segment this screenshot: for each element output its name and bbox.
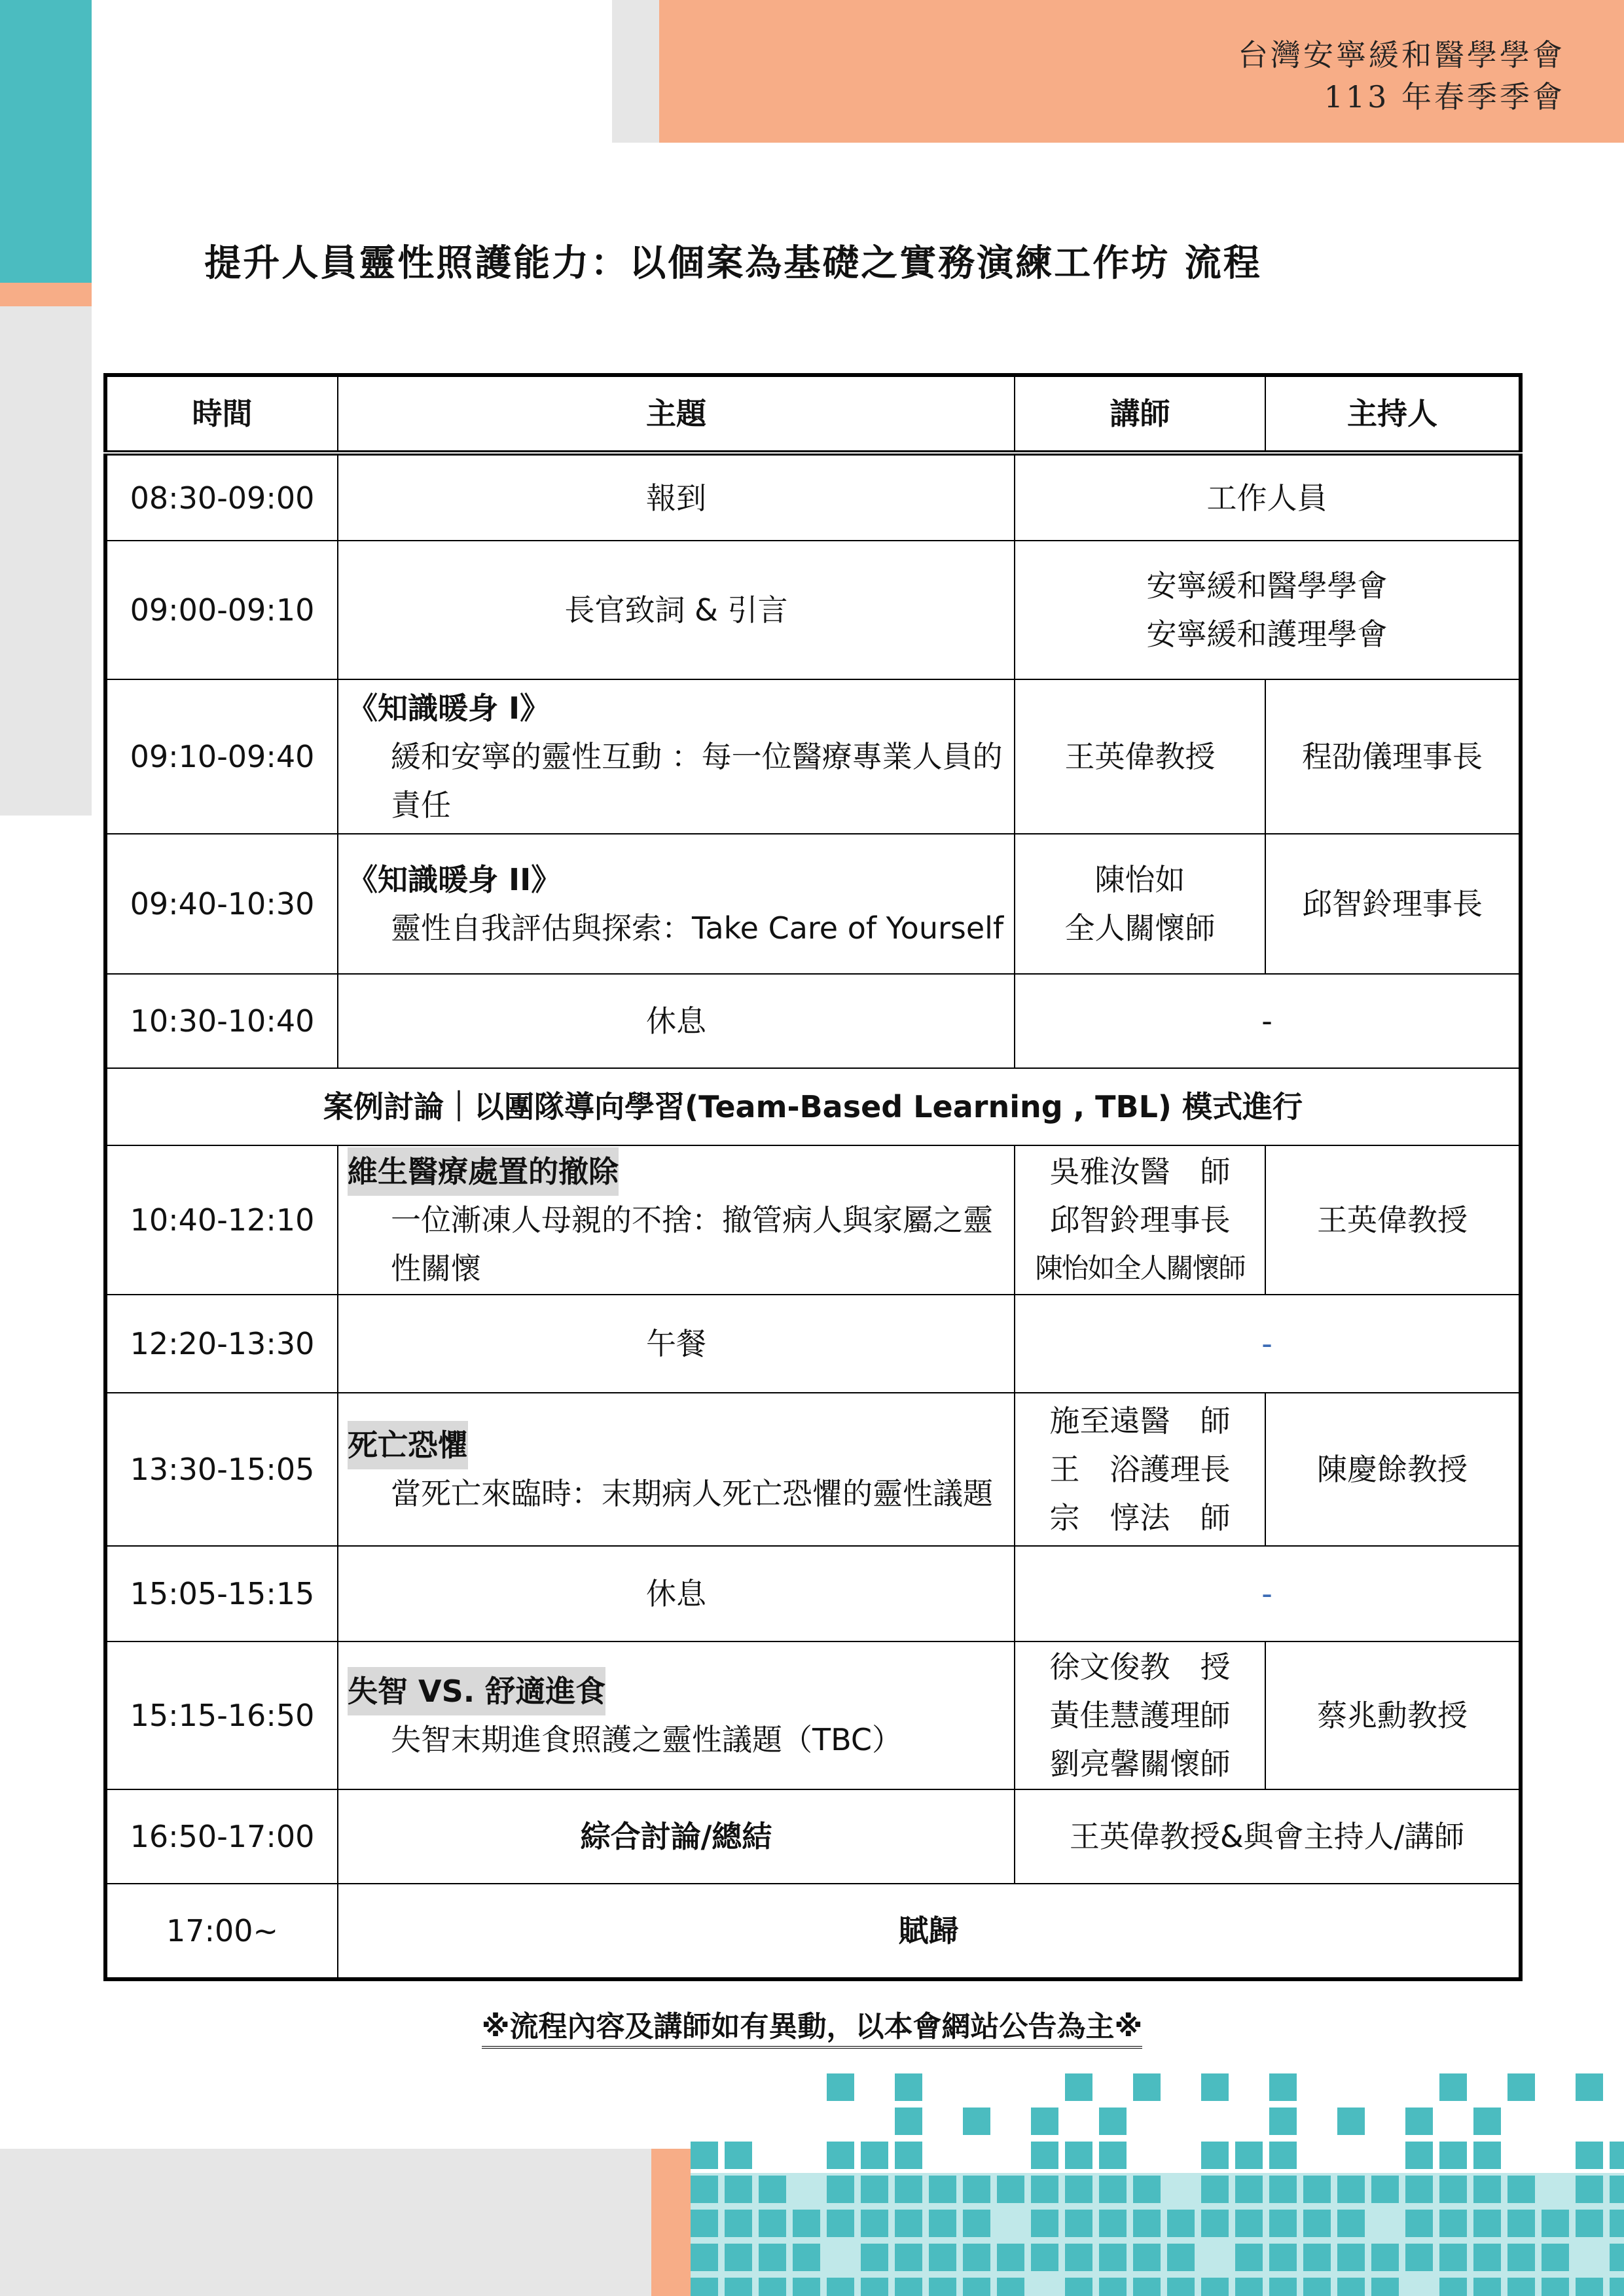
table-row [105, 1546, 1521, 1641]
speaker-line: 全人關懷師 [1064, 910, 1216, 946]
pixel-tile [759, 2176, 786, 2203]
pixel-tile [1201, 2278, 1229, 2296]
table-row [105, 1145, 1521, 1295]
footnote-text: ※流程內容及講師如有異動，以本會網站公告為主※ [482, 2010, 1143, 2049]
pixel-tile [895, 2244, 922, 2271]
pixel-tile [1542, 2244, 1569, 2271]
pixel-tile [827, 2278, 854, 2296]
people-cell [1015, 541, 1521, 679]
pixel-tile [793, 2278, 820, 2296]
topic-cell: 綜合討論/總結 [338, 1789, 1015, 1884]
gray-decor-bar [0, 306, 92, 816]
pixel-tile [963, 2176, 990, 2203]
topic-title: 死亡恐懼 [348, 1421, 468, 1469]
table-row [105, 1884, 1521, 1979]
pixel-tile [1576, 2210, 1603, 2237]
topic-cell: 賦歸 [338, 1884, 1521, 1979]
topic-cell [338, 1145, 1015, 1295]
table-row [105, 453, 1521, 541]
time-cell: 10:30-10:40 [105, 974, 338, 1068]
speaker-cell: 王英偉教授 [1015, 679, 1265, 834]
pixel-tile [1235, 2142, 1263, 2169]
people-line: 安寧緩和醫學學會 [1146, 568, 1388, 603]
pixel-tile [1201, 2176, 1229, 2203]
pixel-tile [929, 2244, 956, 2271]
topic-subtitle: 靈性自我評估與探索：Take Care of Yourself [391, 910, 1004, 946]
pixel-tile [1507, 2073, 1535, 2101]
time-cell: 15:15-16:50 [105, 1641, 338, 1789]
topic-cell [338, 679, 1015, 834]
pixel-tile [1303, 2244, 1331, 2271]
pixel-tile [1507, 2278, 1535, 2296]
pixel-tile [1473, 2176, 1501, 2203]
pixel-tile [1371, 2278, 1399, 2296]
time-cell: 09:40-10:30 [105, 834, 338, 974]
topic-cell: 報到 [338, 453, 1015, 541]
pixel-tile [963, 2108, 990, 2135]
pixel-tile [759, 2244, 786, 2271]
pixel-tile [1371, 2176, 1399, 2203]
speaker-cell [1015, 1641, 1265, 1789]
topic-subtitle: 一位漸凍人母親的不捨：撤管病人與家屬之靈性關懷 [391, 1202, 993, 1286]
pixel-tile [1473, 2278, 1501, 2296]
speaker-cell [1015, 834, 1265, 974]
host-cell: 邱智鈴理事長 [1265, 834, 1521, 974]
pixel-tile [1439, 2142, 1467, 2169]
gray-decor-block [612, 0, 659, 143]
pixel-tile [1133, 2073, 1161, 2101]
table-row [105, 1295, 1521, 1393]
footer-salmon-strip [651, 2149, 691, 2296]
pixel-tile [1099, 2142, 1127, 2169]
table-row [105, 974, 1521, 1068]
pixel-tile [1031, 2108, 1058, 2135]
pixel-tile [1303, 2278, 1331, 2296]
pixel-tile [895, 2142, 922, 2169]
speaker-cell [1015, 1393, 1265, 1546]
pixel-tile [793, 2244, 820, 2271]
pixel-tile [1269, 2244, 1297, 2271]
host-cell: 蔡兆勳教授 [1265, 1641, 1521, 1789]
people-line: 安寧緩和護理學會 [1146, 617, 1388, 652]
pixel-tile [1269, 2210, 1297, 2237]
pixel-tile [1337, 2210, 1365, 2237]
page-title: 提升人員靈性照護能力：以個案為基礎之實務演練工作坊 流程 [204, 242, 1262, 285]
pixel-tile [1099, 2244, 1127, 2271]
pixel-tile [1235, 2244, 1263, 2271]
pixel-tile [1133, 2244, 1161, 2271]
pixel-tile [1405, 2176, 1433, 2203]
time-cell: 16:50-17:00 [105, 1789, 338, 1884]
pixel-tile [1133, 2278, 1161, 2296]
pixel-tile [1337, 2108, 1365, 2135]
speaker-line: 吳雅汝醫 師 [1049, 1154, 1231, 1189]
pixel-tile [1473, 2142, 1501, 2169]
pixel-tile [725, 2244, 752, 2271]
pixel-tile [1576, 2142, 1603, 2169]
pixel-tile [963, 2278, 990, 2296]
pixel-tile [1133, 2210, 1161, 2237]
pixel-tile [691, 2142, 718, 2169]
pixel-tile [997, 2278, 1024, 2296]
pixel-tile [1269, 2176, 1297, 2203]
pixel-tile [895, 2073, 922, 2101]
pixel-tile [1031, 2244, 1058, 2271]
topic-subtitle: 失智末期進食照護之靈性議題（TBC） [391, 1722, 902, 1757]
footnote [0, 2003, 1624, 2045]
pixel-tile [1439, 2244, 1467, 2271]
topic-cell: 長官致詞 & 引言 [338, 541, 1015, 679]
footer-gray-band [0, 2149, 651, 2296]
topic-cell [338, 834, 1015, 974]
pixel-tile [1337, 2244, 1365, 2271]
topic-title: 維生醫療處置的撤除 [348, 1147, 619, 1196]
pixel-tile [1405, 2142, 1433, 2169]
pixel-tile [861, 2278, 888, 2296]
speaker-line: 王 浴護理長 [1049, 1452, 1231, 1487]
pixel-tile [1610, 2176, 1624, 2203]
people-cell: 王英偉教授&與會主持人/講師 [1015, 1789, 1521, 1884]
pixel-tile [1576, 2176, 1603, 2203]
pixel-tile [1031, 2210, 1058, 2237]
pixel-tile [895, 2278, 922, 2296]
table-row [105, 541, 1521, 679]
pixel-tile [1133, 2176, 1161, 2203]
pixel-tile [1065, 2244, 1092, 2271]
pixel-tile [1167, 2210, 1195, 2237]
pixel-tile [691, 2244, 718, 2271]
table-row [105, 1789, 1521, 1884]
pixel-tile [1576, 2073, 1603, 2101]
header-speaker: 講師 [1015, 375, 1265, 453]
pixel-tile [1610, 2244, 1624, 2271]
time-cell: 13:30-15:05 [105, 1393, 338, 1546]
topic-title: 失智 VS. 舒適進食 [348, 1667, 605, 1715]
time-cell: 12:20-13:30 [105, 1295, 338, 1393]
table-row [105, 679, 1521, 834]
pixel-tile [1065, 2176, 1092, 2203]
speaker-line: 陳怡如 [1094, 862, 1185, 897]
pixel-tile [1031, 2176, 1058, 2203]
pixel-tile [1610, 2142, 1624, 2169]
pixel-tile [1099, 2278, 1127, 2296]
host-cell: 程劭儀理事長 [1265, 679, 1521, 834]
host-cell: 陳慶餘教授 [1265, 1393, 1521, 1546]
pixel-tile [827, 2210, 854, 2237]
topic-cell: 休息 [338, 1546, 1015, 1641]
topic-cell [338, 1393, 1015, 1546]
pixel-tile [929, 2210, 956, 2237]
pixel-tile [1507, 2244, 1535, 2271]
topic-title: 《知識暖身 I》 [348, 691, 550, 726]
table-row [105, 834, 1521, 974]
pixel-tile [1099, 2176, 1127, 2203]
pixel-tile [1405, 2210, 1433, 2237]
host-cell: 王英偉教授 [1265, 1145, 1521, 1295]
topic-cell: 休息 [338, 974, 1015, 1068]
people-cell: - [1015, 1295, 1521, 1393]
pixel-tile [861, 2244, 888, 2271]
pixel-tile [997, 2244, 1024, 2271]
time-cell: 17:00~ [105, 1884, 338, 1979]
pixel-tile [1269, 2073, 1297, 2101]
pixel-tile [861, 2176, 888, 2203]
pixel-tile [1167, 2244, 1195, 2271]
speaker-line: 黃佳慧護理師 [1049, 1698, 1231, 1733]
pixel-tile [1099, 2108, 1127, 2135]
pixel-tile [1099, 2210, 1127, 2237]
pixel-tile [827, 2142, 854, 2169]
pixel-tile [1473, 2108, 1501, 2135]
speaker-line: 徐文俊教 授 [1049, 1649, 1231, 1685]
pixel-tile [1303, 2176, 1331, 2203]
pixel-tile [1542, 2278, 1569, 2296]
pixel-tile [1439, 2278, 1467, 2296]
pixel-tile [1235, 2176, 1263, 2203]
table-header-row [105, 375, 1521, 453]
org-header [1238, 34, 1565, 118]
pixel-tile [895, 2176, 922, 2203]
pixel-tile [963, 2210, 990, 2237]
topic-subtitle: 緩和安寧的靈性互動 ：每一位醫療專業人員的責任 [391, 739, 1003, 823]
pixel-tile [1337, 2176, 1365, 2203]
speaker-line: 陳怡如全人關懷師 [1035, 1252, 1245, 1284]
pixel-tile [997, 2176, 1024, 2203]
pixel-tile [1065, 2073, 1092, 2101]
table-row [105, 1641, 1521, 1789]
pixel-tile [759, 2210, 786, 2237]
pixel-tile [1303, 2210, 1331, 2237]
pixel-tile [1269, 2142, 1297, 2169]
pixel-tile [691, 2176, 718, 2203]
pixel-tile [895, 2108, 922, 2135]
pixel-tile [1065, 2210, 1092, 2237]
event-name: 113 年春季季會 [1324, 79, 1565, 115]
pixel-tile [1371, 2244, 1399, 2271]
pixel-tile [1269, 2278, 1297, 2296]
pixel-tile [725, 2210, 752, 2237]
pixel-tile [1610, 2278, 1624, 2296]
pixel-tile [861, 2210, 888, 2237]
speaker-cell [1015, 1145, 1265, 1295]
pixel-tile [827, 2073, 854, 2101]
pixel-tile [1235, 2210, 1263, 2237]
section-row [105, 1068, 1521, 1145]
pixel-tile [1473, 2210, 1501, 2237]
pixel-tile [793, 2210, 820, 2237]
time-cell: 09:00-09:10 [105, 541, 338, 679]
pixel-tile [1542, 2210, 1569, 2237]
pixel-tile [929, 2278, 956, 2296]
pixel-tile [1201, 2142, 1229, 2169]
pixel-tile [1507, 2176, 1535, 2203]
pixel-tile [1065, 2278, 1092, 2296]
people-cell: - [1015, 1546, 1521, 1641]
time-cell: 10:40-12:10 [105, 1145, 338, 1295]
time-cell: 09:10-09:40 [105, 679, 338, 834]
pixel-tile [1269, 2108, 1297, 2135]
people-cell: - [1015, 974, 1521, 1068]
pixel-tile [1576, 2278, 1603, 2296]
time-cell: 08:30-09:00 [105, 453, 338, 541]
pixel-tile [1405, 2108, 1433, 2135]
pixel-tile [1439, 2073, 1467, 2101]
pixel-tile [1473, 2244, 1501, 2271]
speaker-line: 宗 惇法 師 [1049, 1500, 1231, 1535]
topic-cell [338, 1641, 1015, 1789]
speaker-line: 劉亮馨關懷師 [1049, 1746, 1231, 1782]
header-host: 主持人 [1265, 375, 1521, 453]
time-cell: 15:05-15:15 [105, 1546, 338, 1641]
pixel-tile [827, 2176, 854, 2203]
speaker-line: 邱智鈴理事長 [1049, 1202, 1231, 1238]
pixel-tile [895, 2210, 922, 2237]
topic-subtitle: 當死亡來臨時：末期病人死亡恐懼的靈性議題 [391, 1476, 993, 1511]
pixel-tile [691, 2278, 718, 2296]
pixel-mosaic-decor [691, 2068, 1624, 2296]
pixel-tile [861, 2142, 888, 2169]
pixel-tile [1065, 2142, 1092, 2169]
header-topic: 主題 [338, 375, 1015, 453]
pixel-tile [1031, 2142, 1058, 2169]
pixel-tile [1201, 2210, 1229, 2237]
pixel-tile [1337, 2278, 1365, 2296]
header-time: 時間 [105, 375, 338, 453]
pixel-tile [1439, 2210, 1467, 2237]
pixel-tile [1507, 2210, 1535, 2237]
topic-cell: 午餐 [338, 1295, 1015, 1393]
org-name: 台灣安寧緩和醫學學會 [1238, 37, 1565, 73]
pixel-tile [1167, 2278, 1195, 2296]
pixel-tile [929, 2176, 956, 2203]
section-heading: 案例討論｜以團隊導向學習(Team-Based Learning , TBL) 模式進行 [105, 1068, 1521, 1145]
pixel-tile [963, 2244, 990, 2271]
schedule-table [103, 373, 1523, 1981]
pixel-tile [1439, 2176, 1467, 2203]
pixel-tile [1405, 2244, 1433, 2271]
topic-title: 《知識暖身 II》 [348, 862, 562, 897]
pixel-tile [759, 2278, 786, 2296]
table-row [105, 1393, 1521, 1546]
speaker-line: 施至遠醫 師 [1049, 1403, 1231, 1439]
pixel-tile [1235, 2278, 1263, 2296]
pixel-tile [1610, 2210, 1624, 2237]
pixel-tile [725, 2142, 752, 2169]
pixel-tile [1201, 2073, 1229, 2101]
people-cell: 工作人員 [1015, 453, 1521, 541]
pixel-tile [725, 2176, 752, 2203]
pixel-tile [725, 2278, 752, 2296]
pixel-tile [691, 2210, 718, 2237]
